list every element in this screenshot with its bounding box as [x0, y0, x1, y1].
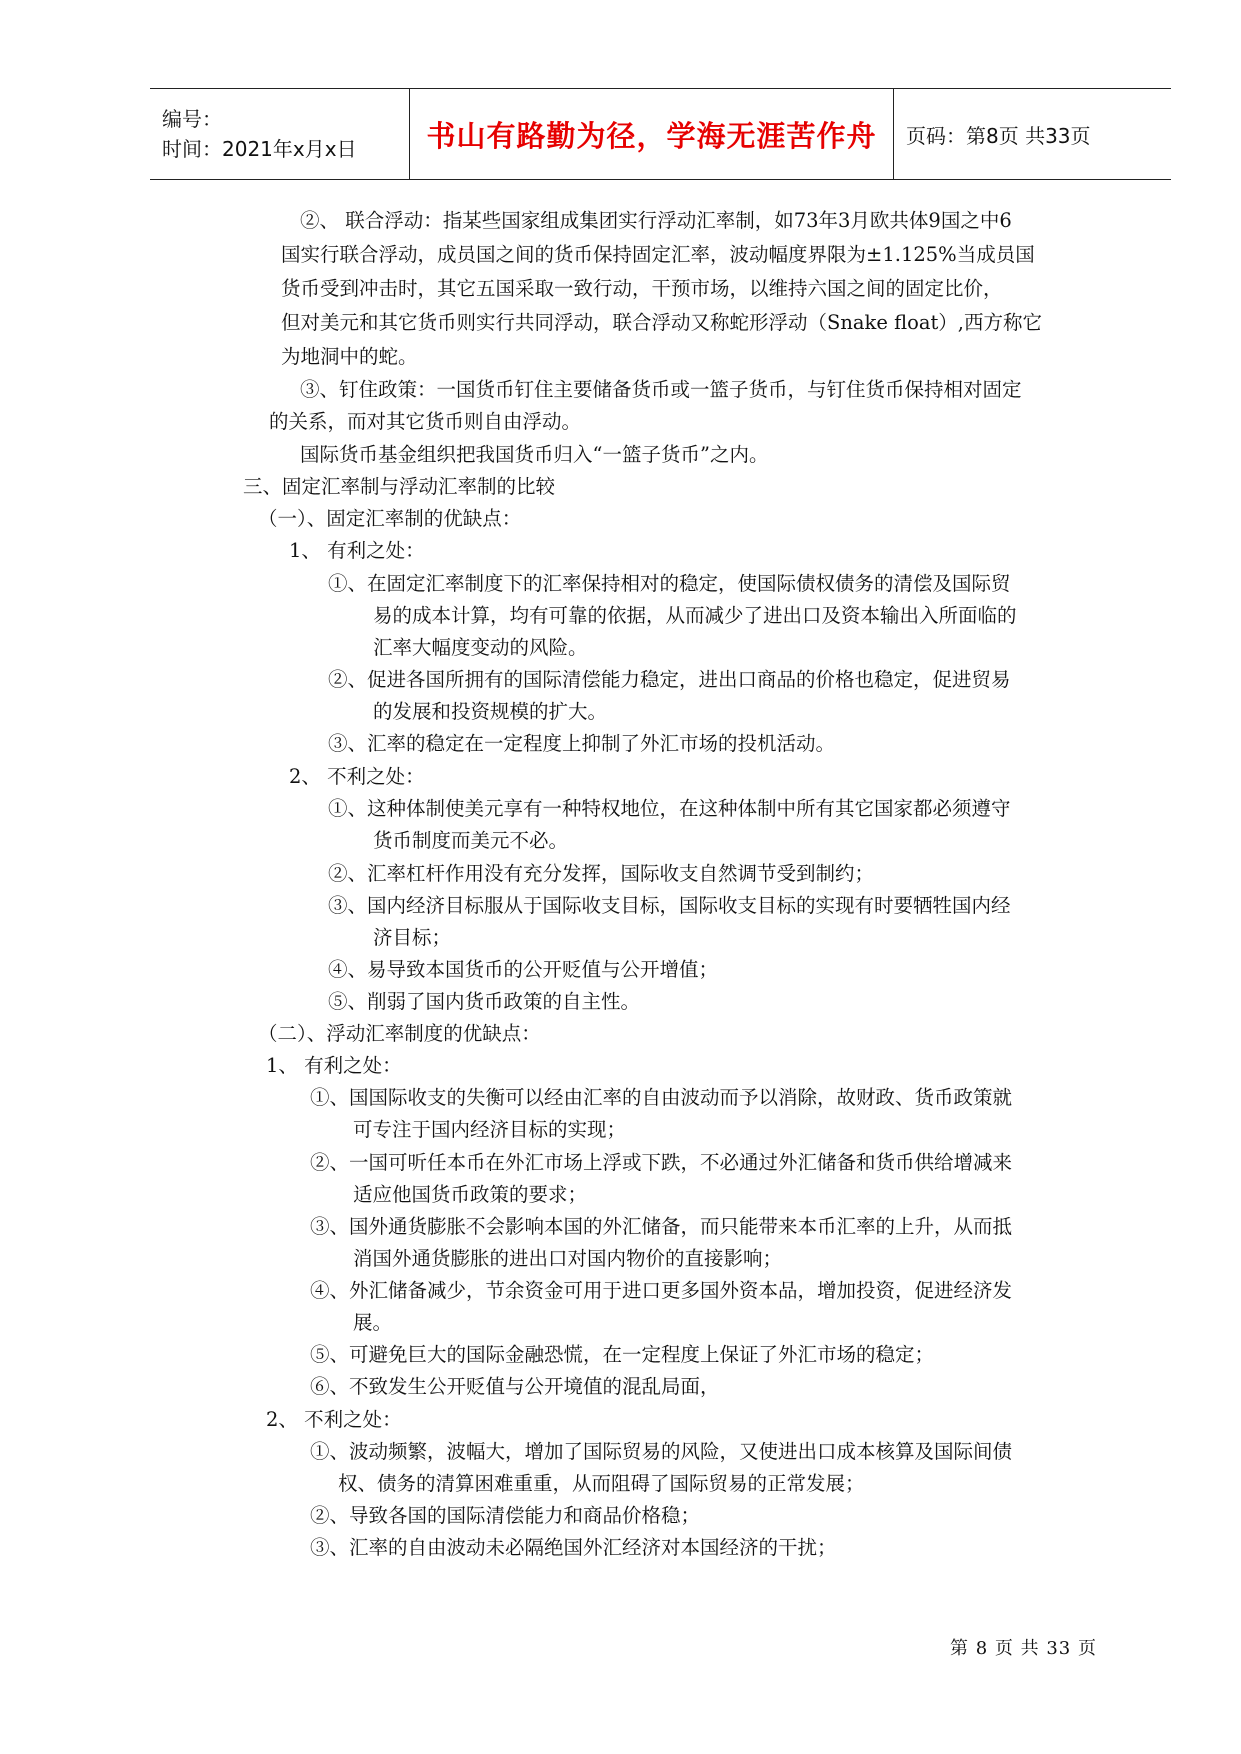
list-heading: 2、 不利之处：	[289, 765, 425, 788]
body-line: ④、易导致本国货币的公开贬值与公开增值；	[328, 958, 719, 981]
body-line: 易的成本计算，均有可靠的依据，从而减少了进出口及资本输出入所面临的	[373, 604, 1017, 627]
body-line: ③、汇率的自由波动未必隔绝国外汇经济对本国经济的干扰；	[310, 1536, 837, 1559]
body-line: ③、国外通货膨胀不会影响本国的外汇储备，而只能带来本币汇率的上升，从而抵	[310, 1215, 1013, 1238]
list-heading: 1、 有利之处：	[289, 539, 425, 562]
body-line: ①、这种体制使美元享有一种特权地位，在这种体制中所有其它国家都必须遵守	[328, 797, 1011, 820]
subsection-heading: （二）、浮动汇率制度的优缺点：	[258, 1022, 541, 1045]
list-heading: 1、 有利之处：	[266, 1054, 402, 1077]
subsection-heading: （一）、固定汇率制的优缺点：	[258, 507, 522, 530]
page-info: 页码：第8页 共33页	[906, 123, 1091, 148]
body-line: 展。	[353, 1311, 393, 1334]
page-header	[150, 88, 1171, 180]
body-line: 可专注于国内经济目标的实现；	[353, 1118, 627, 1141]
body-line: ③、钉住政策：一国货币钉住主要储备货币或一篮子货币，与钉住货币保持相对固定	[300, 378, 1022, 401]
page-footer: 第 8 页 共 33 页	[950, 1638, 1097, 1659]
body-line: 适应他国货币政策的要求；	[353, 1183, 588, 1206]
body-line: 国实行联合浮动，成员国之间的货币保持固定汇率，波动幅度界限为±1.125%当成员国	[281, 243, 1035, 266]
body-line: ①、波动频繁，波幅大，增加了国际贸易的风险，又使进出口成本核算及国际间债	[310, 1440, 1013, 1463]
body-line: 为地洞中的蛇。	[281, 345, 418, 368]
body-line: ①、在固定汇率制度下的汇率保持相对的稳定，使国际债权债务的清偿及国际贸	[328, 572, 1011, 595]
body-line: 货币受到冲击时，其它五国采取一致行动，干预市场，以维持六国之间的固定比价，	[281, 277, 1003, 300]
section-heading: 三、固定汇率制与浮动汇率制的比较	[243, 475, 556, 498]
time-label: 时间：2021年x月x日	[162, 137, 357, 161]
body-line: ⑤、削弱了国内货币政策的自主性。	[328, 990, 641, 1013]
motto: 书山有路勤为径，学海无涯苦作舟	[410, 89, 894, 179]
body-line: 的发展和投资规模的扩大。	[373, 700, 608, 723]
body-line: 货币制度而美元不必。	[373, 829, 569, 852]
body-line: 国际货币基金组织把我国货币归入“一篮子货币”之内。	[300, 443, 769, 466]
body-line: 权、债务的清算困难重重，从而阻碍了国际贸易的正常发展；	[338, 1472, 865, 1495]
body-line: ②、一国可听任本币在外汇市场上浮或下跌，不必通过外汇储备和货币供给增减来	[310, 1151, 1013, 1174]
list-heading: 2、 不利之处：	[266, 1408, 402, 1431]
body-line: ③、汇率的稳定在一定程度上抑制了外汇市场的投机活动。	[328, 732, 836, 755]
header-meta	[150, 89, 410, 179]
body-line: ②、导致各国的国际清偿能力和商品价格稳；	[310, 1504, 701, 1527]
body-line: ②、促进各国所拥有的国际清偿能力稳定，进出口商品的价格也稳定，促进贸易	[328, 668, 1011, 691]
body-line: ②、汇率杠杆作用没有充分发挥，国际收支自然调节受到制约；	[328, 862, 875, 885]
body-line: 消国外通货膨胀的进出口对国内物价的直接影响；	[353, 1247, 783, 1270]
body-line: ①、国国际收支的失衡可以经由汇率的自由波动而予以消除，故财政、货币政策就	[310, 1086, 1013, 1109]
body-line: 济目标；	[373, 926, 452, 949]
body-line: ⑥、不致发生公开贬值与公开境值的混乱局面，	[310, 1375, 720, 1398]
body-line: ③、国内经济目标服从于国际收支目标，国际收支目标的实现有时要牺牲国内经	[328, 894, 1011, 917]
body-line: ②、 联合浮动：指某些国家组成集团实行浮动汇率制，如73年3月欧共体9国之中6	[300, 209, 1012, 232]
body-line: 汇率大幅度变动的风险。	[373, 636, 588, 659]
body-line: 但对美元和其它货币则实行共同浮动，联合浮动又称蛇形浮动（Snake float）,西方称它	[281, 311, 1043, 334]
body-line: ④、外汇储备减少，节余资金可用于进口更多国外资本品，增加投资，促进经济发	[310, 1279, 1013, 1302]
number-label: 编号：	[162, 107, 222, 131]
body-line: ⑤、可避免巨大的国际金融恐慌，在一定程度上保证了外汇市场的稳定；	[310, 1343, 935, 1366]
body-line: 的关系，而对其它货币则自由浮动。	[269, 410, 582, 433]
